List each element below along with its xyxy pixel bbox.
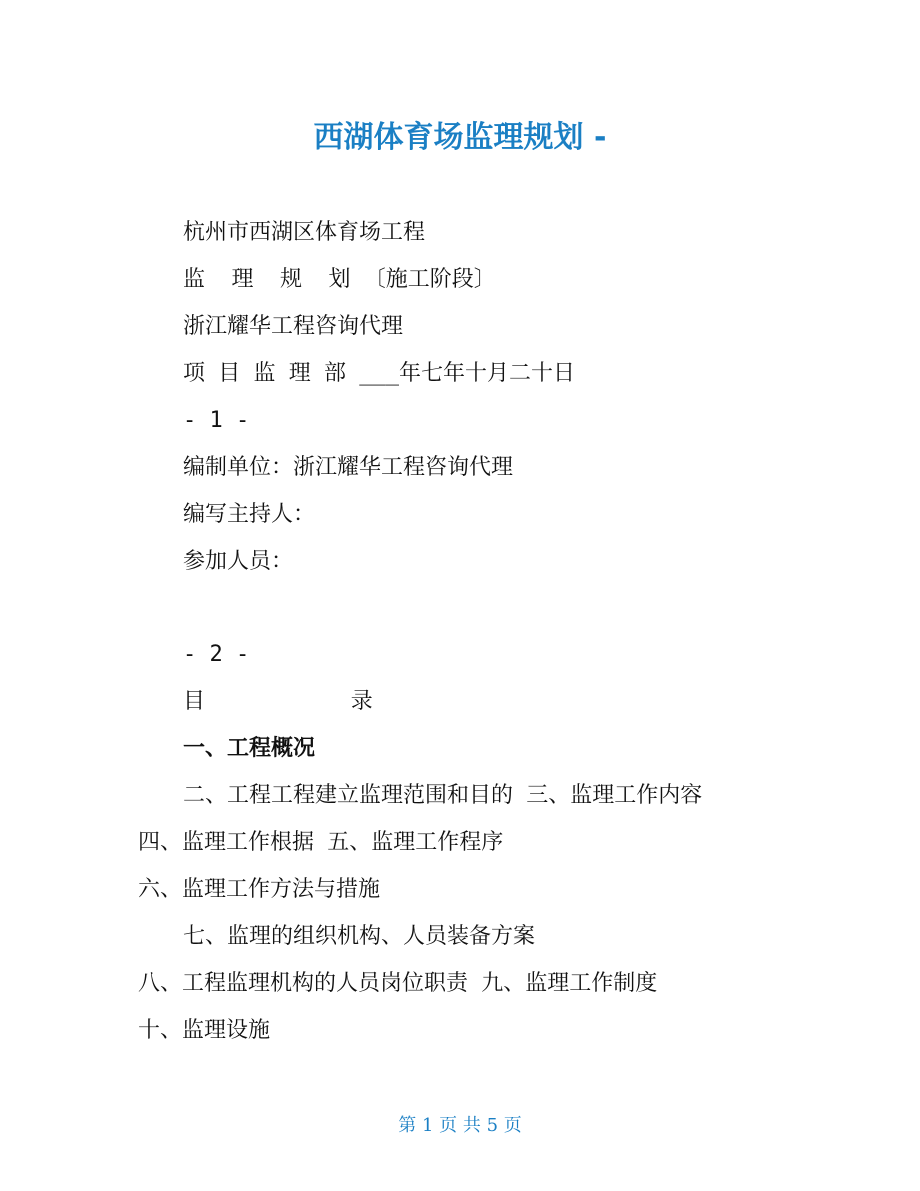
toc-item-6: 六、监理工作方法与措施 [138, 877, 381, 902]
project-name-line: 杭州市西湖区体育场工程 [183, 220, 426, 245]
participants-line: 参加人员： [183, 549, 294, 574]
department-date-line: 项 目 监 理 部 ___年七年十月二十日 [183, 361, 575, 386]
compiler-line: 编写主持人： [183, 502, 316, 527]
toc-item-7: 七、监理的组织机构、人员装备方案 [183, 924, 536, 949]
document-title: 西湖体育场监理规划 - [313, 120, 607, 155]
toc-item-4-5: 四、监理工作根据 五、监理工作程序 [138, 830, 504, 855]
compiling-unit-line: 编制单位：浙江耀华工程咨询代理 [183, 455, 514, 480]
plan-type-line: 监 理 规 划 〔施工阶段〕 [183, 267, 496, 292]
toc-item-10: 十、监理设施 [138, 1018, 271, 1043]
page-marker-2: - 2 - [183, 642, 250, 667]
toc-heading: 目 录 [183, 689, 373, 714]
toc-item-2-3: 二、工程工程建立监理范围和目的 三、监理工作内容 [183, 783, 703, 808]
toc-item-8-9: 八、工程监理机构的人员岗位职责 九、监理工作制度 [138, 971, 658, 996]
page-marker-1: - 1 - [183, 408, 250, 433]
toc-item-1: 一、工程概况 [183, 736, 316, 761]
page-footer: 第 1 页 共 5 页 [398, 1115, 522, 1136]
company-line: 浙江耀华工程咨询代理 [183, 314, 404, 339]
